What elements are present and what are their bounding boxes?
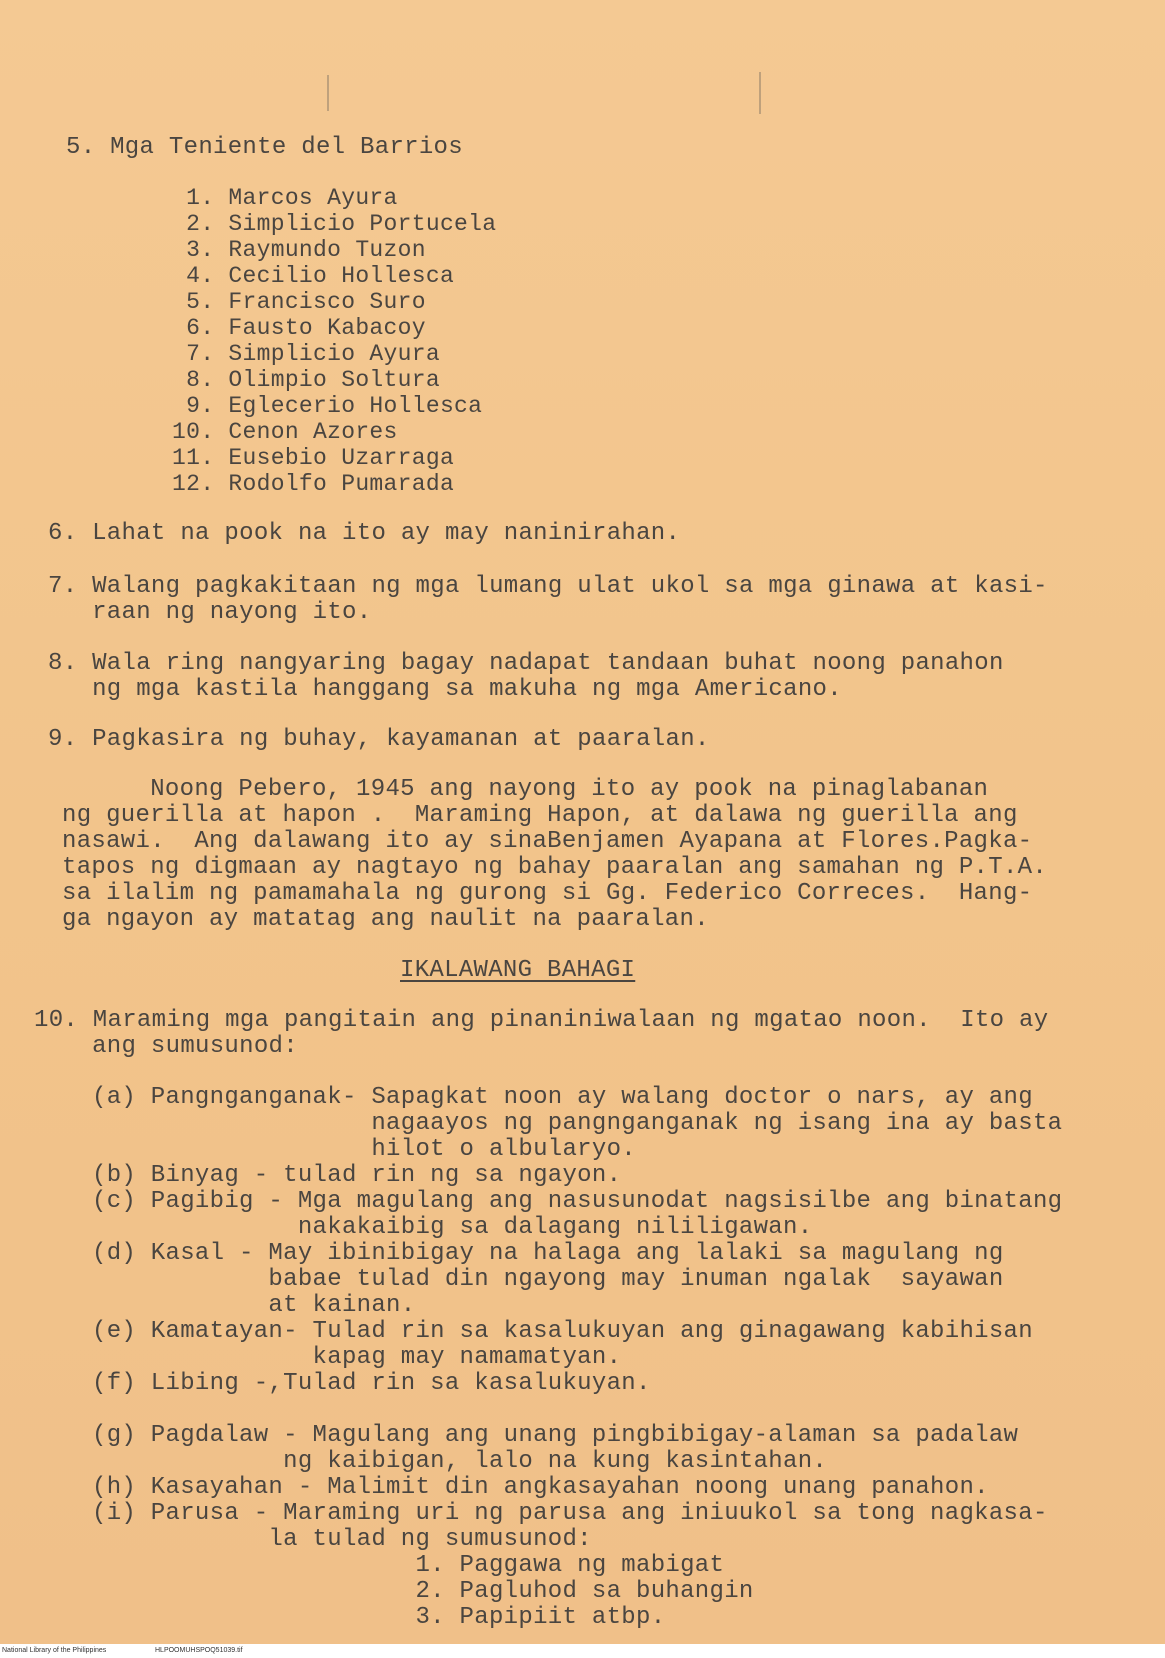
custom-line: ng kaibigan, lalo na kung kasintahan. — [92, 1448, 828, 1475]
item-9: 9. Pagkasira ng buhay, kayamanan at paaralan. — [48, 726, 710, 753]
list-item: 8. Olimpio Soltura — [172, 367, 440, 393]
paper-mark — [759, 72, 761, 114]
paragraph-line: nasawi. Ang dalawang ito ay sinaBenjamen Ayapana at Flores.Pagka- — [62, 828, 1033, 855]
list-item: 5. Francisco Suro — [172, 289, 426, 315]
custom-line: hilot o albularyo. — [92, 1136, 636, 1163]
paragraph-line: ng guerilla at hapon . Maraming Hapon, at dalawa ng guerilla ang — [62, 802, 1018, 829]
custom-line: la tulad ng sumusunod: — [92, 1526, 592, 1553]
item-8-line: ng mga kastila hanggang sa makuha ng mga Americano. — [48, 676, 842, 703]
custom-line: (d) Kasal - May ibinibigay na halaga ang lalaki sa magulang ng — [92, 1240, 1004, 1267]
paragraph-line: tapos ng digmaan ay nagtayo ng bahay paaralan ang samahan ng P.T.A. — [62, 854, 1048, 881]
part-2-heading: IKALAWANG BAHAGI — [400, 957, 636, 984]
custom-line: (c) Pagibig - Mga magulang ang nasusunodat nagsisilbe ang binatang — [92, 1188, 1063, 1215]
paragraph-line: sa ilalim ng pamamahala ng gurong si Gg. Federico Correces. Hang- — [62, 880, 1033, 907]
custom-line: (a) Pangnganganak- Sapagkat noon ay walang doctor o nars, ay ang — [92, 1084, 1033, 1111]
custom-line: (h) Kasayahan - Malimit din angkasayahan noong unang panahon. — [92, 1474, 989, 1501]
item-6: 6. Lahat na pook na ito ay may naninirahan. — [48, 520, 681, 547]
item-7-line: 7. Walang pagkakitaan ng mga lumang ulat ukol sa mga ginawa at kasi- — [48, 573, 1048, 600]
custom-line: (g) Pagdalaw - Magulang ang unang pingbibigay-alaman sa padalaw — [92, 1422, 1019, 1449]
list-item: 12. Rodolfo Pumarada — [172, 471, 455, 497]
list-item: 11. Eusebio Uzarraga — [172, 445, 455, 471]
custom-line: kapag may namamatyan. — [92, 1344, 622, 1371]
list-item: 1. Marcos Ayura — [172, 185, 398, 211]
list-item: 3. Raymundo Tuzon — [172, 237, 426, 263]
custom-line: (e) Kamatayan- Tulad rin sa kasalukuyan ang ginagawang kabihisan — [92, 1318, 1033, 1345]
custom-line: 2. Pagluhod sa buhangin — [92, 1578, 754, 1605]
item-8-line: 8. Wala ring nangyaring bagay nadapat tandaan buhat noong panahon — [48, 650, 1004, 677]
paragraph-line: Noong Pebero, 1945 ang nayong ito ay pook na pinaglabanan — [62, 776, 989, 803]
custom-line: 1. Paggawa ng mabigat — [92, 1552, 725, 1579]
footer-filename: HLPOOMUHSPOQ51039.tif — [155, 1647, 243, 1654]
list-item: 6. Fausto Kabacoy — [172, 315, 426, 341]
custom-line: (b) Binyag - tulad rin ng sa ngayon. — [92, 1162, 622, 1189]
custom-line: babae tulad din ngayong may inuman ngalak sayawan — [92, 1266, 1004, 1293]
scan-footer — [0, 1644, 1165, 1658]
list-item: 10. Cenon Azores — [172, 419, 398, 445]
item-10-line: ang sumusunod: — [48, 1033, 298, 1060]
paper-mark — [327, 75, 329, 111]
custom-line: (i) Parusa - Maraming uri ng parusa ang iniuukol sa tong nagkasa- — [92, 1500, 1048, 1527]
footer-source: National Library of the Philippines — [2, 1647, 107, 1654]
custom-line: nagaayos ng pangnganganak ng isang ina ay basta — [92, 1110, 1063, 1137]
item-7-line: raan ng nayong ito. — [48, 599, 372, 626]
list-item: 7. Simplicio Ayura — [172, 341, 440, 367]
list-item: 4. Cecilio Hollesca — [172, 263, 455, 289]
custom-line: at kainan. — [92, 1292, 416, 1319]
list-item: 2. Simplicio Portucela — [172, 211, 497, 237]
custom-line: nakakaibig sa dalagang nililigawan. — [92, 1214, 813, 1241]
paragraph-line: ga ngayon ay matatag ang naulit na paaralan. — [62, 906, 709, 933]
section-5-heading: 5. Mga Teniente del Barrios — [66, 134, 463, 161]
item-10-line: 10. Maraming mga pangitain ang pinaniniwalaan ng mgatao noon. Ito ay — [34, 1007, 1049, 1034]
custom-line: (f) Libing -,Tulad rin sa kasalukuyan. — [92, 1370, 651, 1397]
list-item: 9. Eglecerio Hollesca — [172, 393, 483, 419]
custom-line: 3. Papipiit atbp. — [92, 1604, 666, 1631]
